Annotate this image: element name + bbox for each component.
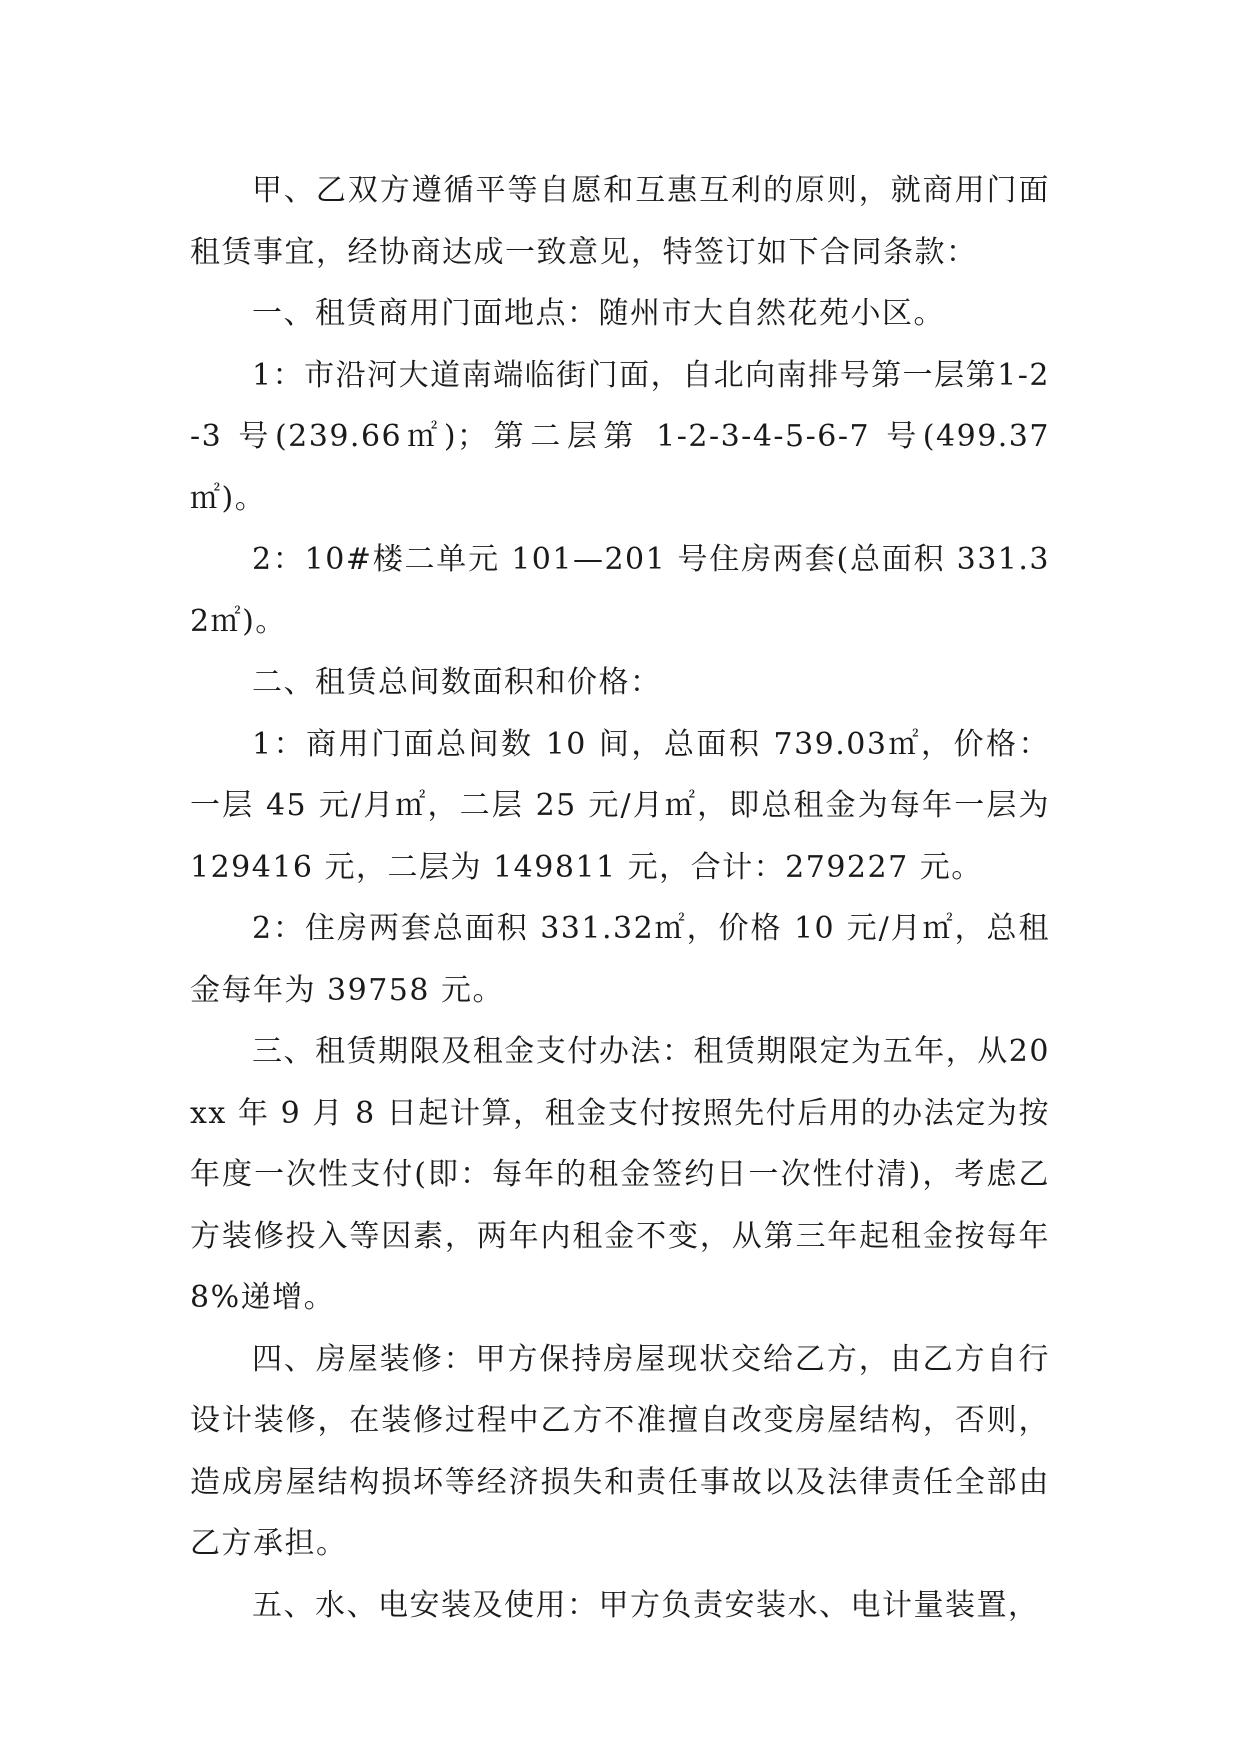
paragraph-clause-4: 四、房屋装修：甲方保持房屋现状交给乙方，由乙方自行设计装修，在装修过程中乙方不准擅自改变房屋结构，否则，造成房屋结构损坏等经济损失和责任事故以及法律责任全部由乙方承担。	[190, 1341, 1050, 1561]
paragraph-clause-2-heading: 二、租赁总间数面积和价格：	[252, 665, 662, 700]
document-body	[190, 160, 1050, 1636]
paragraph-clause-3: 三、租赁期限及租金支付办法：租赁期限定为五年，从20xx 年 9 月 8 日起计算，租金支付按照先付后用的办法定为按年度一次性支付(即：每年的租金签约日一次性付清)，考虑乙方装修投入等因素，两年内租金不变，从第三年起租金按每年 8%递增。	[190, 1034, 1050, 1315]
paragraph-clause-1-item-2: 2：10#楼二单元 101—201 号住房两套(总面积 331.32㎡)。	[190, 542, 1050, 639]
paragraph-clause-2-item-2: 2：住房两套总面积 331.32㎡，价格 10 元/月㎡，总租金每年为 39758 元。	[190, 911, 1050, 1008]
paragraph-clause-5: 五、水、电安装及使用：甲方负责安装水、电计量装置，	[252, 1587, 1040, 1623]
paragraph-preamble: 甲、乙双方遵循平等自愿和互惠互利的原则，就商用门面租赁事宜，经协商达成一致意见，特签订如下合同条款：	[190, 173, 1050, 270]
paragraph-clause-1-item-1: 1：市沿河大道南端临街门面，自北向南排号第一层第1-2-3 号(239.66㎡)；第二层第 1-2-3-4-5-6-7 号(499.37㎡)。	[190, 357, 1050, 516]
paragraph-clause-1-heading: 一、租赁商用门面地点：随州市大自然花苑小区。	[252, 296, 945, 331]
paragraph-clause-2-item-1: 1：商用门面总间数 10 间，总面积 739.03㎡，价格：一层 45 元/月㎡，二层 25 元/月㎡，即总租金为每年一层为129416 元，二层为 149811 元，合计：279227 元。	[190, 726, 1050, 885]
